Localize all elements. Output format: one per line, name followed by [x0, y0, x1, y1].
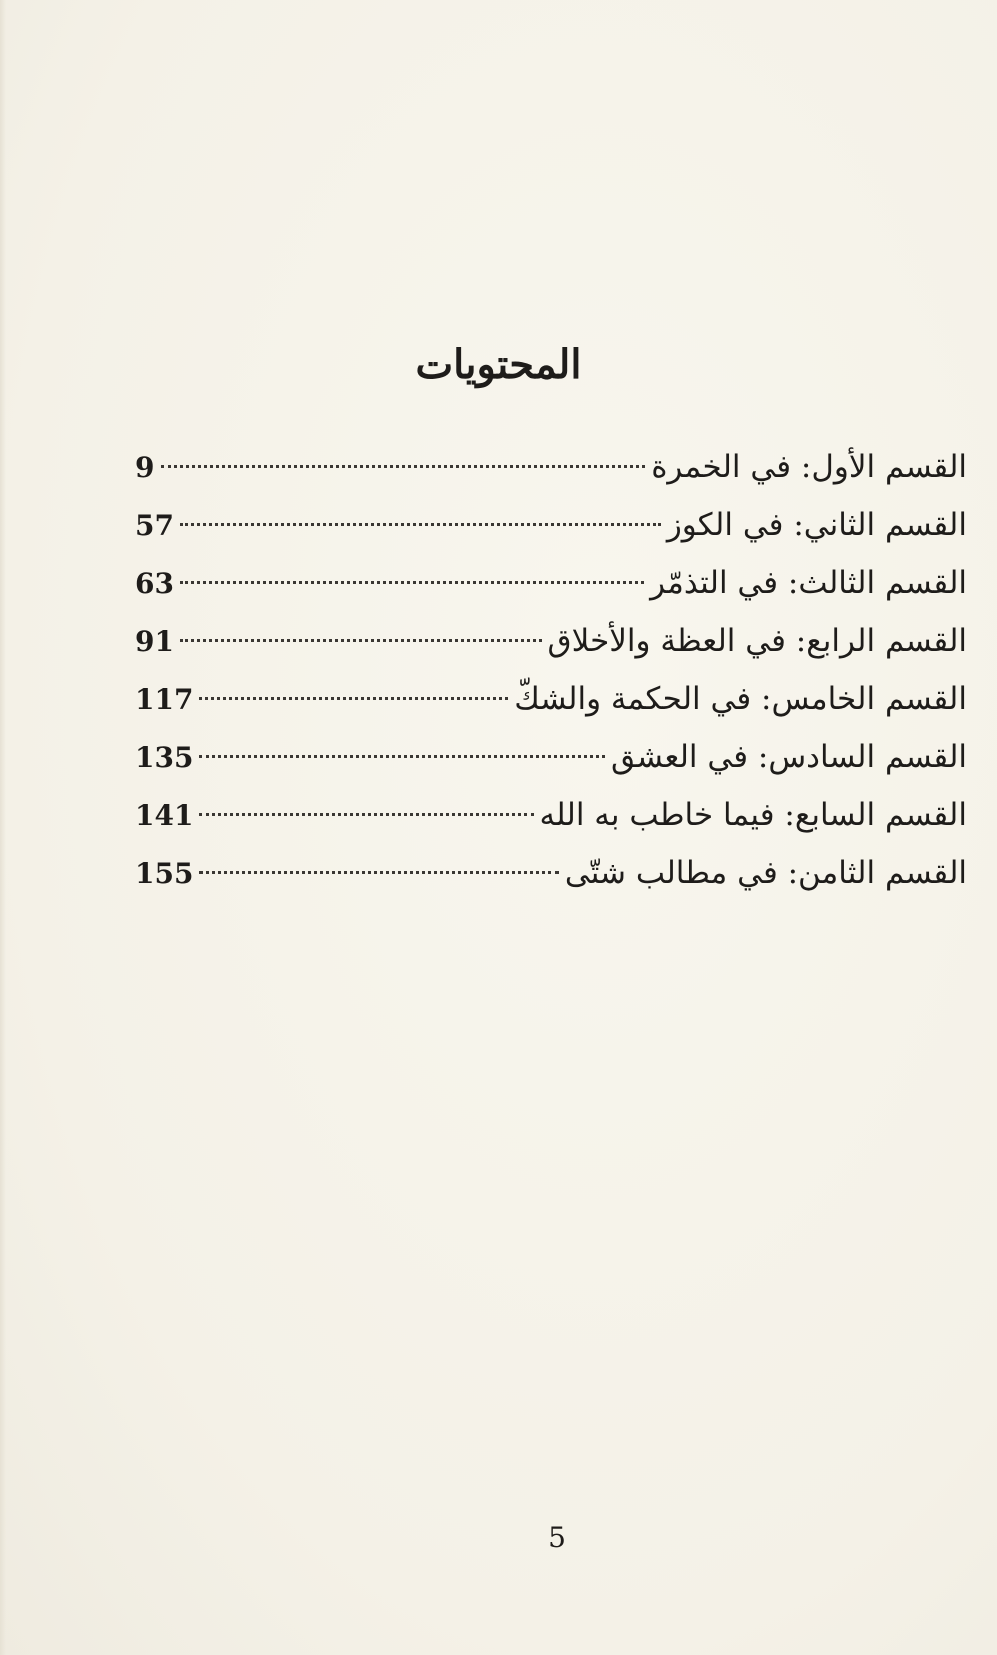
toc-entry-3	[135, 554, 967, 612]
toc-entry-page: 141	[135, 799, 194, 832]
toc-dot-leader	[199, 871, 558, 874]
toc-entry-label: القسم الخامس: في الحكمة والشكّ	[514, 681, 967, 717]
toc-entry-7	[135, 786, 967, 844]
toc-entry-2	[135, 496, 967, 554]
toc-entry-page: 63	[135, 567, 174, 600]
toc-entry-page: 91	[135, 625, 174, 658]
toc-dot-leader	[199, 755, 605, 758]
toc-dot-leader	[180, 581, 644, 584]
toc-entry-1	[135, 438, 967, 496]
toc-entry-label: القسم الثامن: في مطالب شتّى	[564, 855, 967, 891]
page-number: 5	[548, 1521, 566, 1554]
toc-entry-5	[135, 670, 967, 728]
toc-entry-page: 9	[135, 451, 155, 484]
toc-dot-leader	[180, 523, 661, 526]
toc-dot-leader	[161, 465, 645, 468]
toc-entry-label: القسم الثاني: في الكوز	[666, 507, 967, 543]
toc-dot-leader	[199, 813, 533, 816]
toc-entry-6	[135, 728, 967, 786]
page-title: المحتويات	[415, 341, 582, 388]
toc-entry-4	[135, 612, 967, 670]
toc-entry-label: القسم السابع: فيما خاطب به الله	[539, 797, 967, 833]
toc-entry-page: 135	[135, 741, 194, 774]
toc-dot-leader	[180, 639, 542, 642]
toc-entry-8	[135, 844, 967, 902]
table-of-contents	[135, 438, 967, 902]
page-edge-shadow	[0, 0, 6, 1655]
toc-entry-page: 117	[135, 683, 194, 716]
toc-entry-page: 155	[135, 857, 194, 890]
toc-entry-label: القسم الثالث: في التذمّر	[650, 565, 967, 601]
toc-entry-page: 57	[135, 509, 174, 542]
toc-entry-label: القسم الرابع: في العظة والأخلاق	[547, 623, 967, 659]
toc-dot-leader	[199, 697, 508, 700]
toc-entry-label: القسم الأول: في الخمرة	[651, 449, 967, 485]
toc-entry-label: القسم السادس: في العشق	[610, 739, 967, 775]
